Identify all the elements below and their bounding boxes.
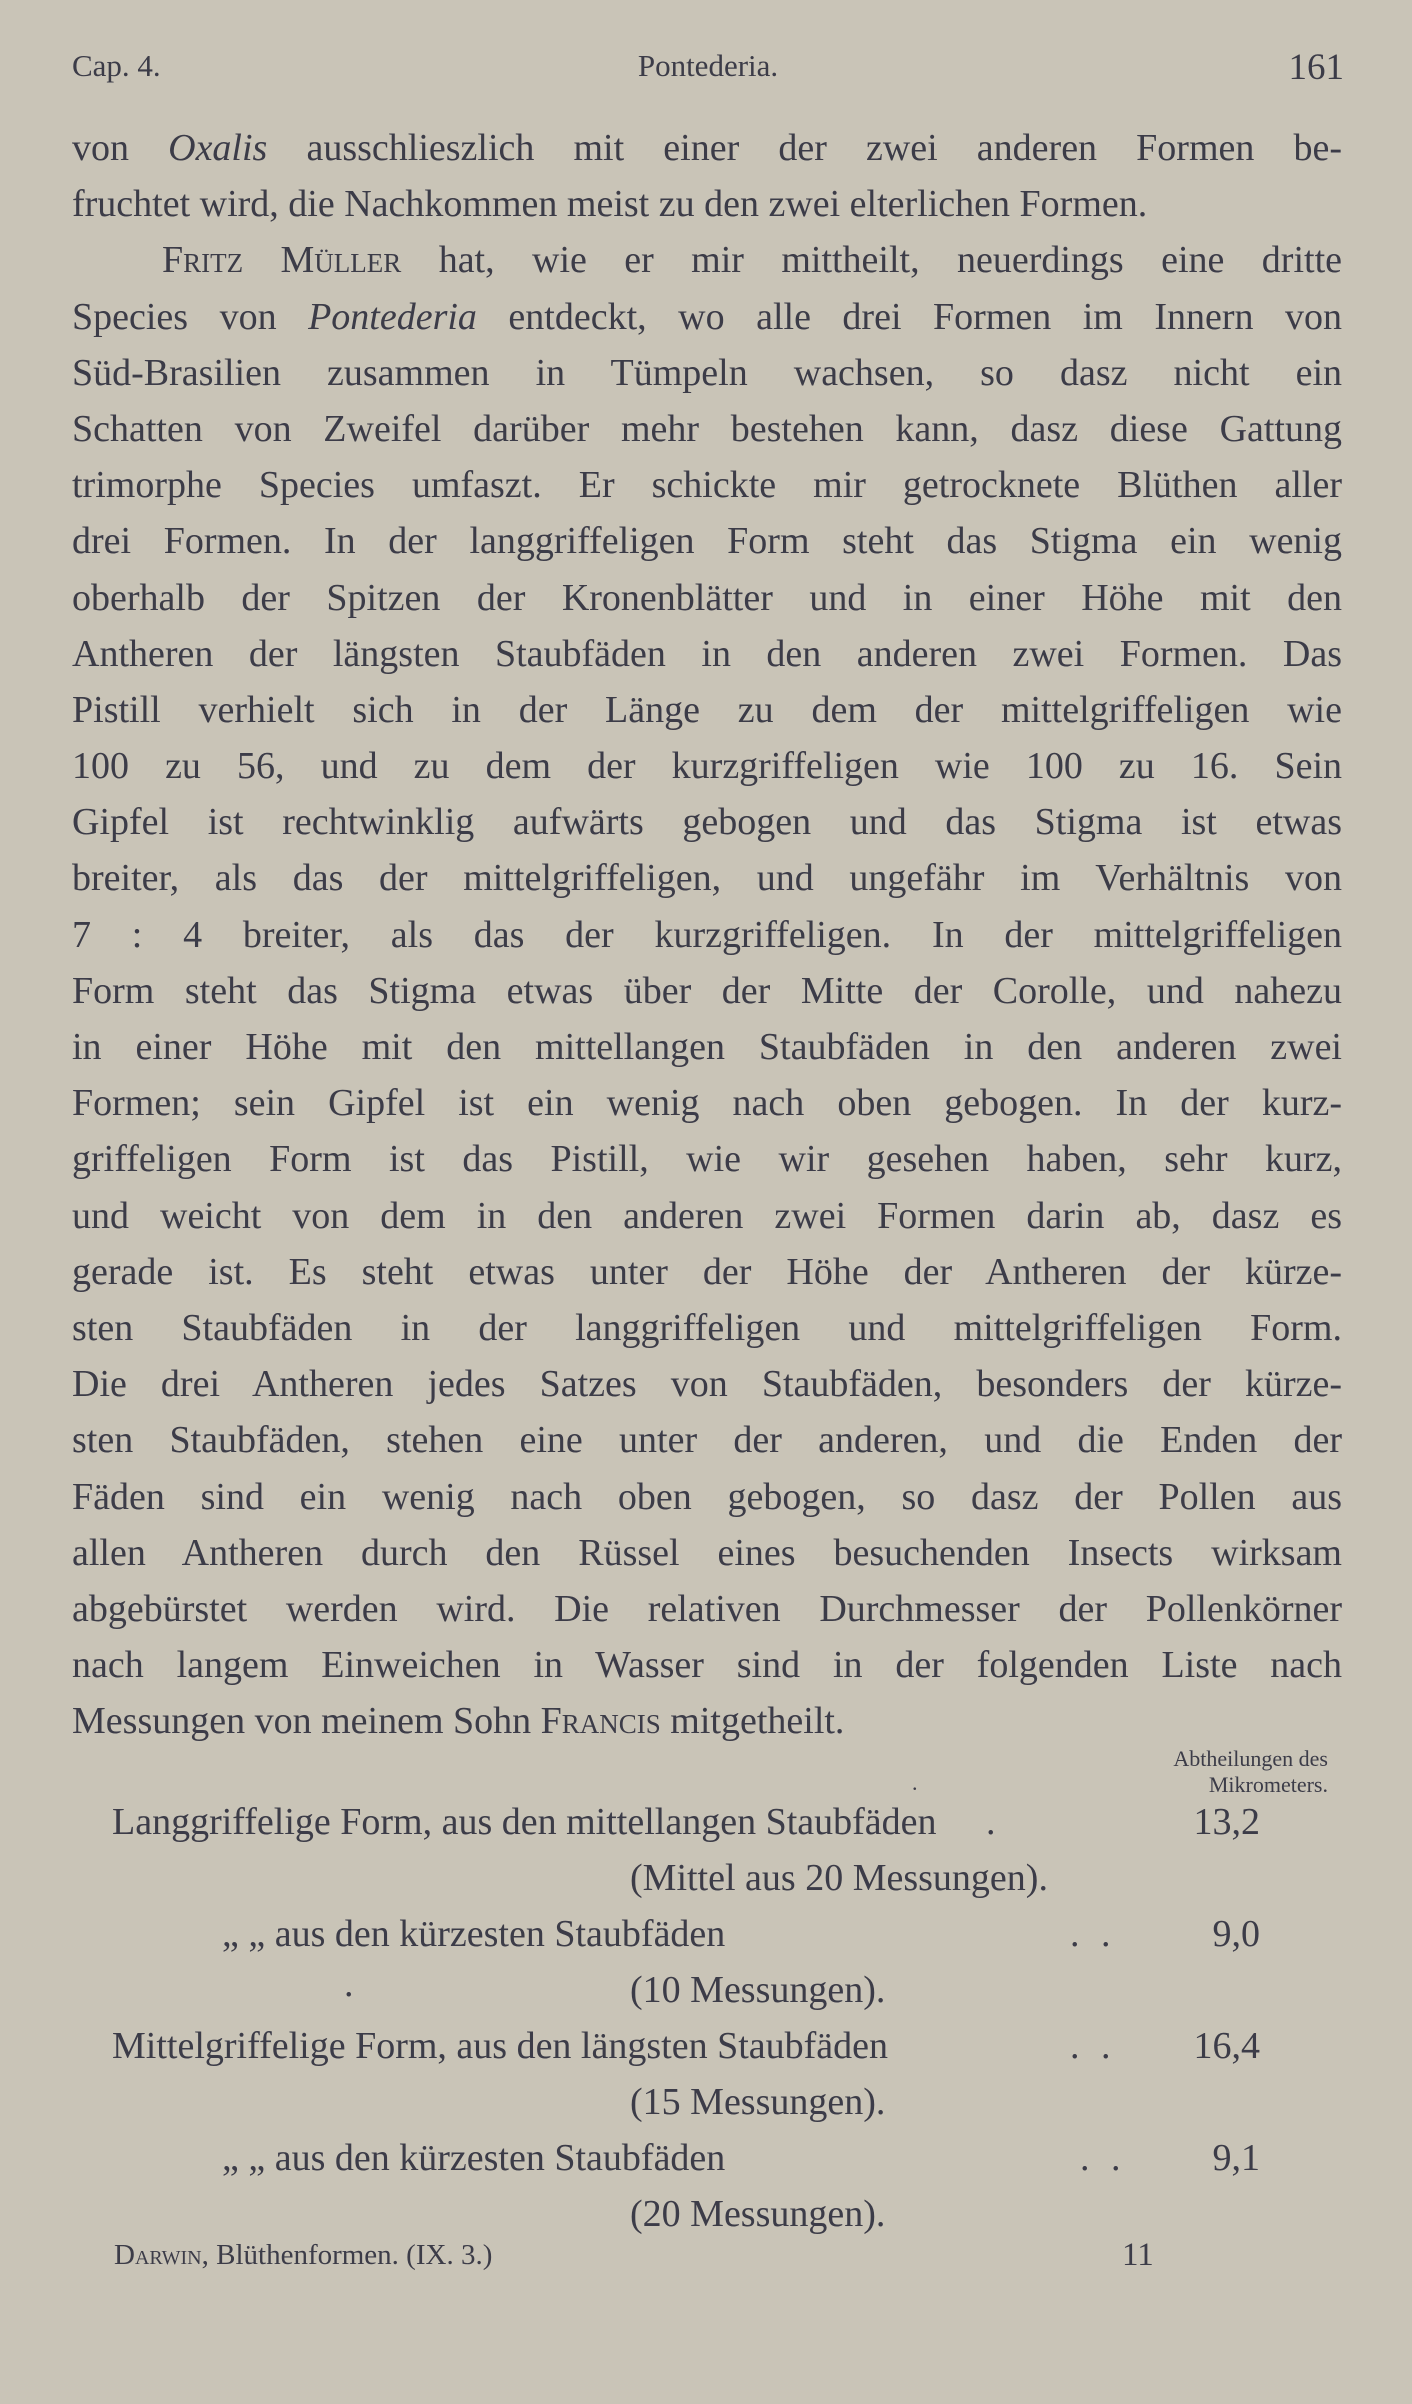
body-text [72,120,1342,1749]
measurement-row [112,1800,996,1844]
text-run: Species von [72,295,309,338]
text-line [72,1019,1342,1075]
text-run: Schatten von Zweifel darüber mehr bestehen kann, dasz diese Gattung [72,407,1342,450]
measurement-note: (Mittel aus 20 Messungen). [630,1857,1048,1899]
measurement-note: (15 Messungen). [630,2081,886,2123]
text-run: Antheren der längsten Staubfäden in den anderen zwei Formen. Das [72,632,1342,675]
column-header-line-2: Mikrometers. [1208,1772,1328,1797]
text-run: griffeligen Form ist das Pistill, wie wir gesehen haben, sehr kurz, [72,1138,1342,1181]
text-run: Pistill verhielt sich in der Länge zu dem der mittelgriffeligen wie [72,688,1342,731]
text-run: entdeckt, wo alle drei Formen im Innern von [476,295,1342,338]
text-line [72,1244,1342,1300]
measurement-label: Mittelgriffelige Form, aus den längsten Staubfäden [112,2025,889,2067]
text-line [72,1525,1342,1581]
text-run: sten Staubfäden in der langgriffeligen und mittelgriffeligen Form. [72,1306,1342,1349]
text-line [72,794,1342,850]
text-line [72,682,1342,738]
column-header-dot: . [912,1770,918,1795]
measurement-row [112,2024,888,2068]
text-line [72,232,1342,288]
measurement-value: 9,0 [1212,1913,1260,1955]
text-run: mitgetheilt. [660,1700,845,1743]
text-run: fruchtet wird, die Nachkommen meist zu den zwei elterlichen Formen. [72,183,1148,226]
text-run: in einer Höhe mit den mittellangen Staubfäden in den anderen zwei [72,1026,1342,1068]
text-line [72,1469,1342,1525]
chapter-label: Cap. 4. [72,48,161,83]
footer-title: Blüthenformen. (IX. 3.) [208,2239,493,2271]
text-line [72,176,1342,232]
text-run: Süd-Brasilien zusammen in Tümpeln wachsen, so dasz nicht ein [72,351,1342,394]
text-run: nach langem Einweichen in Wasser sind in der folgenden Liste nach [72,1644,1342,1687]
text-run: Formen; sein Gipfel ist ein wenig nach oben gebogen. In der kurz- [72,1082,1342,1125]
small-caps-name: Fritz Müller [162,239,402,282]
measurement-label: Langgriffelige Form, aus den mittellangen Staubfäden [112,1801,937,1843]
leader-dots: . . [1070,1913,1111,1955]
text-run: drei Formen. In der langgriffeligen Form steht das Stigma ein wenig [72,520,1342,563]
text-line [72,570,1342,626]
measurement-value: 16,4 [1193,2025,1260,2067]
italic-term: Oxalis [168,127,268,169]
text-line [72,1188,1342,1244]
text-run: Gipfel ist rechtwinklig aufwärts gebogen und das Stigma ist etwas [72,801,1342,844]
small-caps-name: Francis [540,1700,661,1743]
text-run: allen Antheren durch den Rüssel eines besuchenden Insects wirksam [72,1531,1342,1574]
italic-term: Pontederia [308,295,477,338]
signature-mark: 11 [1122,2237,1154,2273]
text-line [72,738,1342,794]
text-line [72,1356,1342,1412]
text-run: von [72,127,169,169]
text-run: oberhalb der Spitzen der Kronenblätter und in einer Höhe mit den [72,576,1342,619]
text-line [72,345,1342,401]
text-line [72,907,1342,963]
measurement-row [222,1912,725,1956]
leader-dots: . . [1080,2137,1121,2179]
stray-dot: . [344,1963,354,2005]
text-line [72,963,1342,1019]
text-line [72,1581,1342,1637]
text-line [72,1075,1342,1131]
measurement-row [222,2136,725,2180]
text-line [72,1637,1342,1693]
text-line [72,1693,1342,1749]
text-run: Form steht das Stigma etwas über der Mitte der Corolle, und nahezu [72,969,1342,1012]
text-run: 7 : 4 breiter, als das der kurzgriffeligen. In der mittelgriffeligen [72,913,1342,956]
running-title: Pontederia. [637,48,779,83]
measurement-value: 9,1 [1212,2137,1260,2179]
leader-dots: . . [1070,2025,1111,2067]
text-run: abgebürstet werden wird. Die relativen Durchmesser der Pollenkörner [72,1587,1342,1630]
text-run: sten Staubfäden, stehen eine unter der anderen, und die Enden der [72,1419,1342,1462]
measurement-column-header [1173,1746,1328,1798]
text-run: Die drei Antheren jedes Satzes von Staubfäden, besonders der kürze- [72,1363,1342,1406]
text-run: hat, wie er mir mittheilt, neuerdings eine dritte [401,239,1342,282]
text-line [72,513,1342,569]
text-run: Fäden sind ein wenig nach oben gebogen, so dasz der Pollen aus [72,1475,1342,1518]
page-footer [114,2239,1164,2272]
text-line [72,289,1342,345]
text-line [72,457,1342,513]
text-line [72,850,1342,906]
text-run: Messungen von meinem Sohn [72,1700,541,1743]
measurement-note: (10 Messungen). [630,1969,886,2011]
text-line [72,1300,1342,1356]
column-header-line-1: Abtheilungen des [1173,1746,1328,1771]
measurement-label: „ „ aus den kürzesten Staubfäden [222,2137,726,2179]
text-run: gerade ist. Es steht etwas unter der Höhe der Antheren der kürze- [72,1250,1342,1293]
measurement-note: (20 Messungen). [630,2193,886,2235]
running-header [72,48,1344,98]
text-line [72,120,1342,176]
leader-dots: . [986,1801,996,1843]
measurement-value: 13,2 [1193,1801,1260,1843]
text-run: breiter, als das der mittelgriffeligen, und ungefähr im Verhältnis von [72,857,1342,900]
measurement-label: „ „ aus den kürzesten Staubfäden [222,1913,726,1955]
text-line [72,1131,1342,1187]
text-run: und weicht von dem in den anderen zwei Formen darin ab, dasz es [72,1194,1342,1237]
footer-author: Darwin, [114,2239,209,2271]
text-run: 100 zu 56, und zu dem der kurzgriffeligen wie 100 zu 16. Sein [72,745,1342,788]
text-run: ausschlieszlich mit einer der zwei anderen Formen be- [267,127,1343,169]
text-run: trimorphe Species umfaszt. Er schickte mir getrocknete Blüthen aller [72,464,1342,507]
text-line [72,1412,1342,1468]
text-line [72,626,1342,682]
text-line [72,401,1342,457]
page-number: 161 [1288,47,1344,88]
